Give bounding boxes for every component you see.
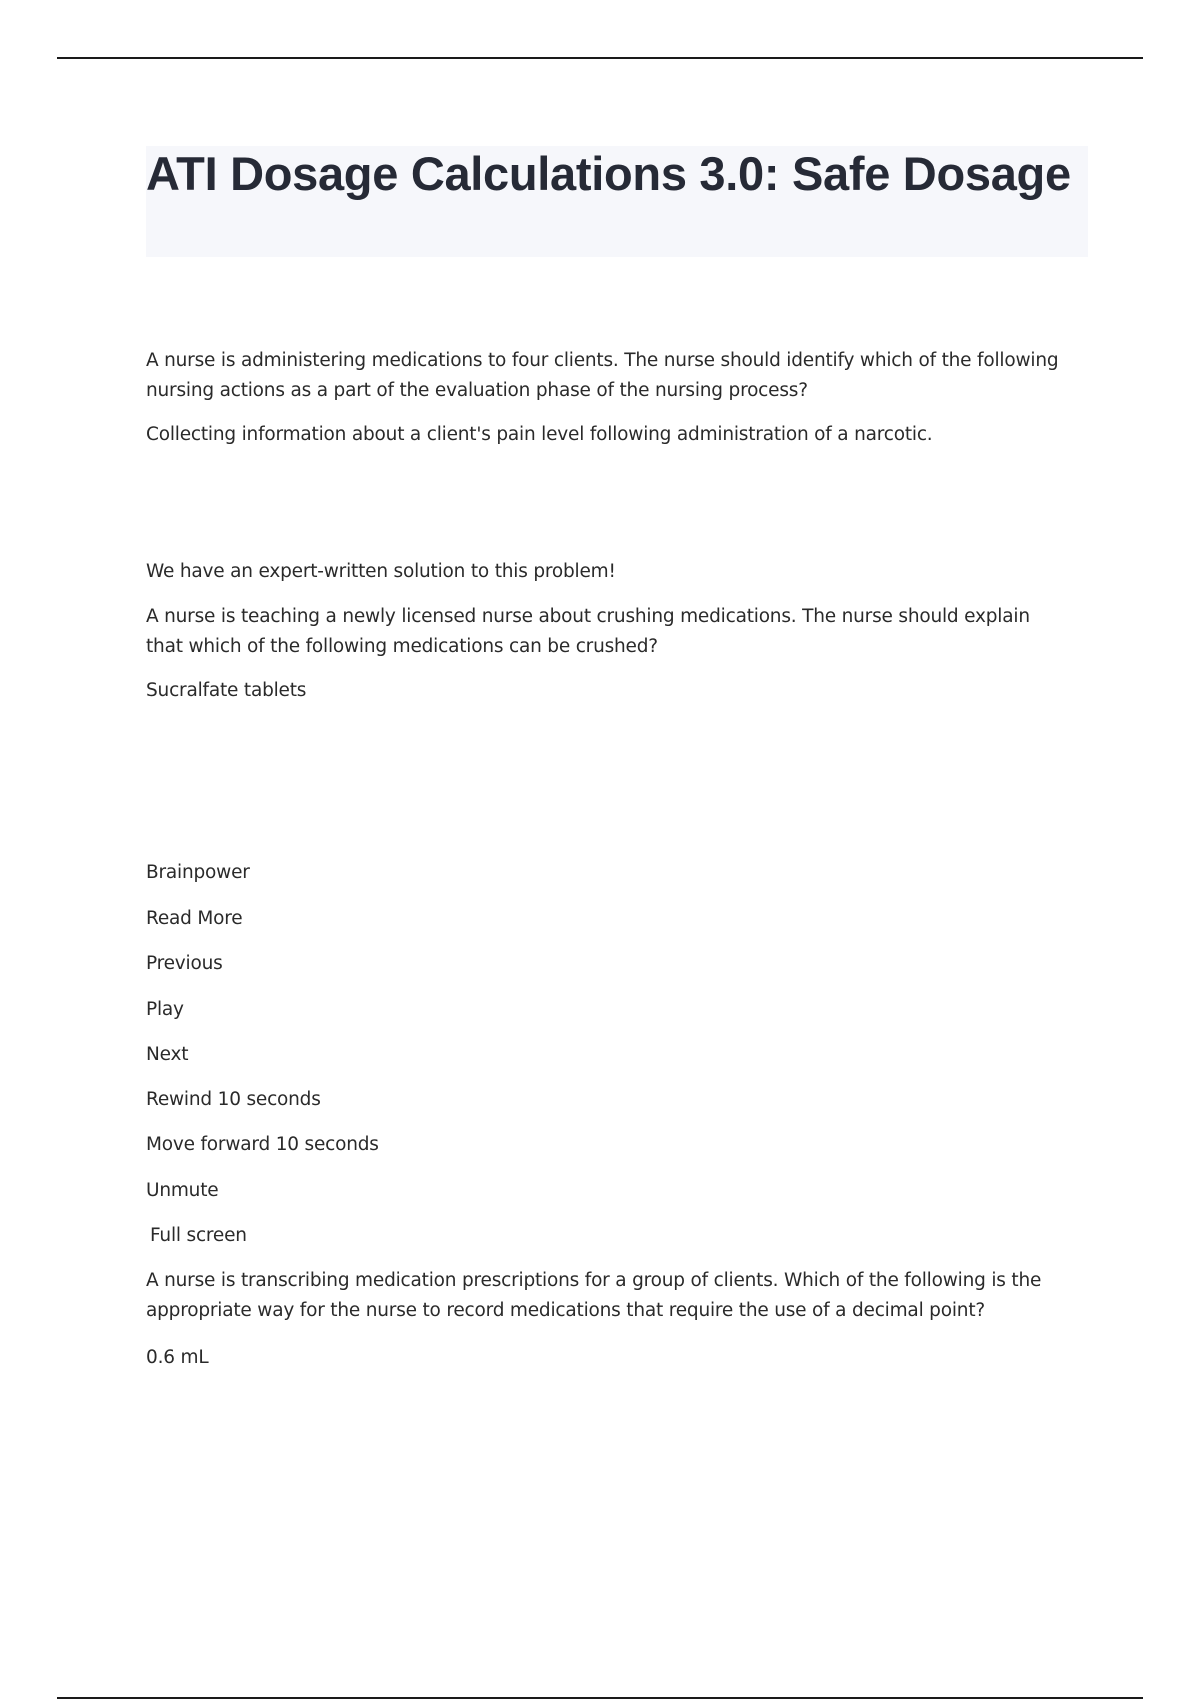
answer-3-text: 0.6 mL bbox=[146, 1347, 209, 1368]
next-button-label[interactable]: Next bbox=[146, 1044, 189, 1065]
rewind-button-label[interactable]: Rewind 10 seconds bbox=[146, 1089, 321, 1110]
answer-1-text: Collecting information about a client's pain level following administration of a narcotic. bbox=[146, 424, 933, 445]
bottom-divider bbox=[57, 1697, 1143, 1699]
title-banner bbox=[146, 146, 1088, 257]
question-2-text: A nurse is teaching a newly licensed nurse about crushing medications. The nurse should explain that which of the following medications can be crushed? bbox=[146, 606, 1030, 657]
answer-2-text: Sucralfate tablets bbox=[146, 680, 307, 701]
read-more-link[interactable]: Read More bbox=[146, 908, 243, 929]
fullscreen-button-label[interactable]: Full screen bbox=[150, 1225, 247, 1246]
unmute-button-label[interactable]: Unmute bbox=[146, 1180, 219, 1201]
page-title: ATI Dosage Calculations 3.0: Safe Dosage bbox=[146, 147, 1071, 200]
play-button-label[interactable]: Play bbox=[146, 999, 184, 1020]
forward-button-label[interactable]: Move forward 10 seconds bbox=[146, 1134, 379, 1155]
brainpower-label: Brainpower bbox=[146, 862, 250, 883]
previous-button-label[interactable]: Previous bbox=[146, 953, 223, 974]
expert-solution-note: We have an expert-written solution to this problem! bbox=[146, 561, 616, 582]
question-1-text: A nurse is administering medications to four clients. The nurse should identify which of the following nursing actions as a part of the evaluation phase of the nursing process? bbox=[146, 350, 1059, 401]
question-3-text: A nurse is transcribing medication prescriptions for a group of clients. Which of the following is the appropriate way for the nurse to record medications that require the use of a decimal point? bbox=[146, 1270, 1042, 1321]
top-divider bbox=[57, 57, 1143, 59]
